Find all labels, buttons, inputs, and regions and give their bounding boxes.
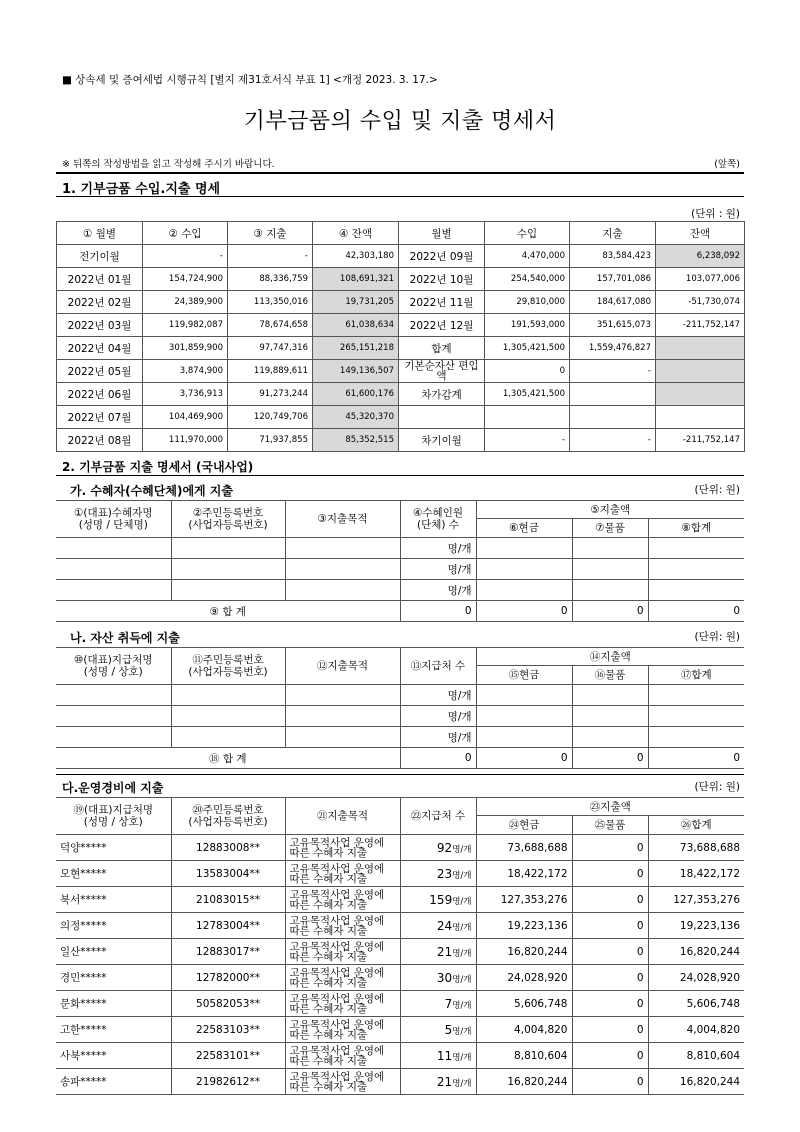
subsection-b-title: 나. 자산 취득에 지출 bbox=[70, 631, 180, 645]
section1-rule bbox=[56, 196, 744, 197]
registration-number: 22583101** bbox=[171, 1043, 285, 1069]
count-unit: 명/개 bbox=[452, 1000, 472, 1011]
expense-purpose: 고유목적사업 운영에 따른 수혜자 지출 bbox=[285, 913, 400, 939]
page-title: 기부금품의 수입 및 지출 명세서 bbox=[243, 109, 557, 134]
subsection-c-title: 다.운영경비에 지출 bbox=[62, 781, 164, 795]
month-cell: 2022년 01월 bbox=[57, 268, 143, 291]
table-cell bbox=[56, 559, 171, 580]
total-amount: 24,028,920 bbox=[648, 965, 744, 991]
table-row bbox=[57, 268, 745, 291]
registration-number: 21083015** bbox=[171, 887, 285, 913]
expense-purpose: 고유목적사업 운영에 따른 수혜자 지출 bbox=[285, 887, 400, 913]
amount-cell: 61,038,634 bbox=[313, 314, 399, 337]
table-cell bbox=[572, 685, 648, 706]
payee-name: 사북***** bbox=[56, 1043, 171, 1069]
table-row bbox=[56, 727, 744, 748]
section2-rule bbox=[56, 475, 744, 476]
payee-name: 고한***** bbox=[56, 1017, 171, 1043]
amount-cell: - bbox=[143, 245, 228, 268]
header-cell: ③지출목적 bbox=[285, 501, 400, 538]
amount-cell: 108,691,321 bbox=[313, 268, 399, 291]
table-cell bbox=[572, 559, 648, 580]
table-row bbox=[56, 887, 744, 913]
instruction-note: ※ 뒤쪽의 작성방법을 읽고 작성해 주시기 바랍니다. bbox=[62, 159, 275, 170]
total-cell: 0 bbox=[572, 748, 648, 769]
count-unit: 명/개 bbox=[452, 948, 472, 959]
table-cell bbox=[56, 727, 171, 748]
amount-cell: 45,320,370 bbox=[313, 406, 399, 429]
amount-cell: 6,238,092 bbox=[656, 245, 745, 268]
amount-cell: 254,540,000 bbox=[485, 268, 570, 291]
table-cell: 명/개 bbox=[400, 538, 476, 559]
amount-cell bbox=[656, 337, 745, 360]
section1-unit: (단위 : 원) bbox=[691, 208, 740, 220]
header-cell: ①(대표)수혜자명 (성명 / 단체명) bbox=[56, 501, 171, 538]
payee-count-value: 159 bbox=[429, 892, 453, 907]
amount-cell: 29,810,000 bbox=[485, 291, 570, 314]
amount-cell bbox=[656, 360, 745, 383]
header-cell: ⑩(대표)지급처명 (성명 / 상호) bbox=[56, 648, 171, 685]
cash-amount: 18,422,172 bbox=[476, 861, 572, 887]
table-row bbox=[56, 685, 744, 706]
amount-cell: 71,937,855 bbox=[228, 429, 313, 452]
total-cell: 0 bbox=[648, 748, 744, 769]
registration-number: 12783004** bbox=[171, 913, 285, 939]
expense-purpose: 고유목적사업 운영에 따른 수혜자 지출 bbox=[285, 1017, 400, 1043]
table-cell bbox=[171, 706, 285, 727]
table-cell: 명/개 bbox=[400, 580, 476, 601]
count-unit: 명/개 bbox=[452, 974, 472, 985]
table-cell: 명/개 bbox=[400, 706, 476, 727]
month-cell: 2022년 05월 bbox=[57, 360, 143, 383]
total-amount: 16,820,244 bbox=[648, 1069, 744, 1095]
table-header-row bbox=[57, 222, 745, 245]
amount-cell: 4,470,000 bbox=[485, 245, 570, 268]
count-unit: 명/개 bbox=[452, 896, 472, 907]
month-cell: 2022년 10월 bbox=[399, 268, 485, 291]
table-row bbox=[56, 965, 744, 991]
month-cell: 2022년 04월 bbox=[57, 337, 143, 360]
section-c-rule bbox=[56, 774, 744, 775]
table-cell bbox=[56, 538, 171, 559]
section1-title: 1. 기부금품 수입.지출 명세 bbox=[62, 182, 221, 197]
header-cell: ③ 지출 bbox=[228, 222, 313, 245]
amount-cell: 91,273,244 bbox=[228, 383, 313, 406]
table-cell bbox=[476, 727, 572, 748]
amount-cell: - bbox=[570, 360, 656, 383]
expense-purpose: 고유목적사업 운영에 따른 수혜자 지출 bbox=[285, 939, 400, 965]
registration-number: 13583004** bbox=[171, 861, 285, 887]
month-cell bbox=[399, 406, 485, 429]
subsection-a-unit: (단위: 원) bbox=[694, 484, 740, 496]
header-cell: ① 월별 bbox=[57, 222, 143, 245]
count-unit: 명/개 bbox=[452, 1052, 472, 1063]
cash-amount: 24,028,920 bbox=[476, 965, 572, 991]
cash-amount: 16,820,244 bbox=[476, 1069, 572, 1095]
table-cell bbox=[285, 538, 400, 559]
goods-amount: 0 bbox=[572, 861, 648, 887]
month-cell: 2022년 06월 bbox=[57, 383, 143, 406]
amount-cell: 3,736,913 bbox=[143, 383, 228, 406]
header-cell: ⑪주민등록번호 (사업자등록번호) bbox=[171, 648, 285, 685]
table-cell bbox=[476, 706, 572, 727]
table-cell bbox=[56, 580, 171, 601]
amount-cell: - bbox=[570, 429, 656, 452]
table-header-row bbox=[56, 501, 744, 519]
table-cell bbox=[56, 706, 171, 727]
amount-cell: 104,469,900 bbox=[143, 406, 228, 429]
amount-cell: 42,303,180 bbox=[313, 245, 399, 268]
amount-cell: 301,859,900 bbox=[143, 337, 228, 360]
table-cell: 명/개 bbox=[400, 559, 476, 580]
total-amount: 73,688,688 bbox=[648, 835, 744, 861]
header-cell: ⑧합계 bbox=[648, 519, 744, 538]
header-cell: ⑤지출액 bbox=[476, 501, 744, 519]
amount-cell: 97,747,316 bbox=[228, 337, 313, 360]
month-cell: 2022년 07월 bbox=[57, 406, 143, 429]
expense-purpose: 고유목적사업 운영에 따른 수혜자 지출 bbox=[285, 991, 400, 1017]
payee-count bbox=[400, 965, 476, 991]
payee-name: 경민***** bbox=[56, 965, 171, 991]
subsection-a-title: 가. 수혜자(수혜단체)에게 지출 bbox=[70, 484, 233, 498]
total-cell: 0 bbox=[572, 601, 648, 622]
amount-cell: 88,336,759 bbox=[228, 268, 313, 291]
amount-cell: -211,752,147 bbox=[656, 314, 745, 337]
payee-count-value: 7 bbox=[444, 996, 453, 1011]
table-cell: 명/개 bbox=[400, 685, 476, 706]
goods-amount: 0 bbox=[572, 1043, 648, 1069]
expense-purpose: 고유목적사업 운영에 따른 수혜자 지출 bbox=[285, 835, 400, 861]
table-row bbox=[57, 406, 745, 429]
cash-amount: 5,606,748 bbox=[476, 991, 572, 1017]
payee-count-value: 21 bbox=[436, 1074, 453, 1089]
subsection-b-unit: (단위: 원) bbox=[694, 631, 740, 643]
expense-purpose: 고유목적사업 운영에 따른 수혜자 지출 bbox=[285, 965, 400, 991]
amount-cell: 1,305,421,500 bbox=[485, 337, 570, 360]
total-row bbox=[56, 748, 744, 769]
month-cell: 2022년 12월 bbox=[399, 314, 485, 337]
header-cell: ⑬지급처 수 bbox=[400, 648, 476, 685]
header-cell: ②주민등록번호 (사업자등록번호) bbox=[171, 501, 285, 538]
amount-cell bbox=[485, 406, 570, 429]
table-cell bbox=[648, 538, 744, 559]
payee-count bbox=[400, 861, 476, 887]
table-row bbox=[56, 835, 744, 861]
amount-cell: 85,352,515 bbox=[313, 429, 399, 452]
payee-name: 덕양***** bbox=[56, 835, 171, 861]
count-unit: 명/개 bbox=[452, 1026, 472, 1037]
month-cell: 2022년 08월 bbox=[57, 429, 143, 452]
amount-cell: 113,350,016 bbox=[228, 291, 313, 314]
month-cell: 2022년 03월 bbox=[57, 314, 143, 337]
amount-cell: 3,874,900 bbox=[143, 360, 228, 383]
payee-count-value: 21 bbox=[436, 944, 453, 959]
amount-cell: 149,136,507 bbox=[313, 360, 399, 383]
registration-number: 50582053** bbox=[171, 991, 285, 1017]
goods-amount: 0 bbox=[572, 991, 648, 1017]
cash-amount: 16,820,244 bbox=[476, 939, 572, 965]
table-cell bbox=[171, 685, 285, 706]
table-row bbox=[57, 337, 745, 360]
table-row bbox=[56, 939, 744, 965]
total-amount: 16,820,244 bbox=[648, 939, 744, 965]
subsection-c-unit: (단위: 원) bbox=[694, 781, 740, 793]
count-unit: 명/개 bbox=[452, 844, 472, 855]
payee-name: 모현***** bbox=[56, 861, 171, 887]
total-amount: 18,422,172 bbox=[648, 861, 744, 887]
registration-number: 12782000** bbox=[171, 965, 285, 991]
amount-cell: -211,752,147 bbox=[656, 429, 745, 452]
payee-count bbox=[400, 1043, 476, 1069]
month-cell: 2022년 09월 bbox=[399, 245, 485, 268]
amount-cell: 265,151,218 bbox=[313, 337, 399, 360]
payee-count bbox=[400, 1069, 476, 1095]
payee-count-value: 11 bbox=[436, 1048, 453, 1063]
table-row bbox=[57, 291, 745, 314]
header-cell: 잔액 bbox=[656, 222, 745, 245]
table-cell bbox=[171, 727, 285, 748]
header-cell: ㉖합계 bbox=[648, 816, 744, 835]
table-row bbox=[56, 706, 744, 727]
header-cell: ② 수입 bbox=[143, 222, 228, 245]
table-cell bbox=[572, 706, 648, 727]
amount-cell: 78,674,658 bbox=[228, 314, 313, 337]
section2-title: 2. 기부금품 지출 명세서 (국내사업) bbox=[62, 460, 254, 474]
table-cell bbox=[476, 559, 572, 580]
count-unit: 명/개 bbox=[452, 922, 472, 933]
total-cell: 0 bbox=[476, 748, 572, 769]
payee-name: 북서***** bbox=[56, 887, 171, 913]
table-cell bbox=[572, 727, 648, 748]
header-cell: 월별 bbox=[399, 222, 485, 245]
payee-name: 의정***** bbox=[56, 913, 171, 939]
goods-amount: 0 bbox=[572, 1069, 648, 1095]
header-cell: ⑰합계 bbox=[648, 666, 744, 685]
top-rule bbox=[56, 172, 744, 174]
table-cell bbox=[648, 685, 744, 706]
table-row bbox=[56, 913, 744, 939]
header-cell: ㉒지급처 수 bbox=[400, 798, 476, 835]
goods-amount: 0 bbox=[572, 835, 648, 861]
total-amount: 127,353,276 bbox=[648, 887, 744, 913]
total-cell: 0 bbox=[476, 601, 572, 622]
table-cell bbox=[171, 580, 285, 601]
goods-amount: 0 bbox=[572, 965, 648, 991]
table-cell bbox=[648, 706, 744, 727]
amount-cell bbox=[570, 383, 656, 406]
header-cell: ④ 잔액 bbox=[313, 222, 399, 245]
month-cell: 합계 bbox=[399, 337, 485, 360]
amount-cell: - bbox=[485, 429, 570, 452]
amount-cell: 1,305,421,500 bbox=[485, 383, 570, 406]
header-cell: 지출 bbox=[570, 222, 656, 245]
total-cell: 0 bbox=[648, 601, 744, 622]
expense-purpose: 고유목적사업 운영에 따른 수혜자 지출 bbox=[285, 1069, 400, 1095]
amount-cell: 0 bbox=[485, 360, 570, 383]
month-cell: 전기이월 bbox=[57, 245, 143, 268]
amount-cell: 119,982,087 bbox=[143, 314, 228, 337]
cash-amount: 73,688,688 bbox=[476, 835, 572, 861]
income-expense-table bbox=[56, 221, 745, 452]
month-cell: 2022년 02월 bbox=[57, 291, 143, 314]
table-cell bbox=[285, 559, 400, 580]
header-cell: 수입 bbox=[485, 222, 570, 245]
table-cell bbox=[572, 580, 648, 601]
beneficiary-expense-table bbox=[56, 500, 744, 622]
table-row bbox=[56, 1069, 744, 1095]
payee-name: 송파***** bbox=[56, 1069, 171, 1095]
front-page-label: (앞쪽) bbox=[714, 159, 740, 170]
registration-number: 21982612** bbox=[171, 1069, 285, 1095]
table-cell bbox=[648, 727, 744, 748]
header-cell: ㉓지출액 bbox=[476, 798, 744, 816]
payee-name: 문화***** bbox=[56, 991, 171, 1017]
asset-expense-table bbox=[56, 647, 744, 769]
total-label: ⑨ 합 계 bbox=[56, 601, 400, 622]
table-cell bbox=[648, 559, 744, 580]
payee-count-value: 30 bbox=[436, 970, 453, 985]
amount-cell: 191,593,000 bbox=[485, 314, 570, 337]
amount-cell: 351,615,073 bbox=[570, 314, 656, 337]
table-row bbox=[56, 538, 744, 559]
amount-cell: 83,584,423 bbox=[570, 245, 656, 268]
registration-number: 12883008** bbox=[171, 835, 285, 861]
table-cell bbox=[648, 580, 744, 601]
month-cell: 차기이월 bbox=[399, 429, 485, 452]
cash-amount: 19,223,136 bbox=[476, 913, 572, 939]
goods-amount: 0 bbox=[572, 887, 648, 913]
total-row bbox=[56, 601, 744, 622]
goods-amount: 0 bbox=[572, 913, 648, 939]
amount-cell bbox=[656, 406, 745, 429]
month-cell: 2022년 11월 bbox=[399, 291, 485, 314]
header-cell: ⑯물품 bbox=[572, 666, 648, 685]
header-cell: ⑳주민등록번호 (사업자등록번호) bbox=[171, 798, 285, 835]
amount-cell: 19,731,205 bbox=[313, 291, 399, 314]
amount-cell: 154,724,900 bbox=[143, 268, 228, 291]
header-cell: ⑭지출액 bbox=[476, 648, 744, 666]
total-amount: 19,223,136 bbox=[648, 913, 744, 939]
table-row bbox=[57, 314, 745, 337]
amount-cell: 119,889,611 bbox=[228, 360, 313, 383]
amount-cell: 157,701,086 bbox=[570, 268, 656, 291]
table-cell bbox=[285, 706, 400, 727]
amount-cell: 103,077,006 bbox=[656, 268, 745, 291]
total-amount: 5,606,748 bbox=[648, 991, 744, 1017]
payee-count-value: 23 bbox=[436, 866, 453, 881]
table-cell: 명/개 bbox=[400, 727, 476, 748]
payee-name: 일산***** bbox=[56, 939, 171, 965]
cash-amount: 4,004,820 bbox=[476, 1017, 572, 1043]
amount-cell: 111,970,000 bbox=[143, 429, 228, 452]
cash-amount: 127,353,276 bbox=[476, 887, 572, 913]
header-cell: ㉔현금 bbox=[476, 816, 572, 835]
header-cell: ⑲(대표)지급처명 (성명 / 상호) bbox=[56, 798, 171, 835]
month-cell: 기본순자산 편입액 bbox=[399, 360, 485, 383]
table-row bbox=[56, 1017, 744, 1043]
total-cell: 0 bbox=[400, 601, 476, 622]
goods-amount: 0 bbox=[572, 1017, 648, 1043]
table-cell bbox=[285, 685, 400, 706]
total-cell: 0 bbox=[400, 748, 476, 769]
table-cell bbox=[171, 538, 285, 559]
payee-count bbox=[400, 991, 476, 1017]
registration-number: 12883017** bbox=[171, 939, 285, 965]
header-cell: ㉕물품 bbox=[572, 816, 648, 835]
header-cell: ⑮현금 bbox=[476, 666, 572, 685]
table-cell bbox=[56, 685, 171, 706]
table-row bbox=[56, 861, 744, 887]
header-cell: ⑥현금 bbox=[476, 519, 572, 538]
header-cell: ⑦물품 bbox=[572, 519, 648, 538]
table-cell bbox=[171, 559, 285, 580]
amount-cell: 120,749,706 bbox=[228, 406, 313, 429]
table-row bbox=[57, 360, 745, 383]
registration-number: 22583103** bbox=[171, 1017, 285, 1043]
payee-count bbox=[400, 887, 476, 913]
expense-purpose: 고유목적사업 운영에 따른 수혜자 지출 bbox=[285, 1043, 400, 1069]
table-row bbox=[56, 991, 744, 1017]
total-amount: 8,810,604 bbox=[648, 1043, 744, 1069]
table-cell bbox=[285, 580, 400, 601]
payee-count-value: 5 bbox=[444, 1022, 453, 1037]
expense-purpose: 고유목적사업 운영에 따른 수혜자 지출 bbox=[285, 861, 400, 887]
total-amount: 4,004,820 bbox=[648, 1017, 744, 1043]
legal-reference: ■ 상속세 및 증여세법 시행규칙 [별지 제31호서식 부표 1] <개정 2023. 3. 17.> bbox=[62, 74, 438, 86]
header-cell: ㉑지출목적 bbox=[285, 798, 400, 835]
amount-cell: 184,617,080 bbox=[570, 291, 656, 314]
cash-amount: 8,810,604 bbox=[476, 1043, 572, 1069]
amount-cell bbox=[656, 383, 745, 406]
payee-count bbox=[400, 835, 476, 861]
table-header-row bbox=[56, 648, 744, 666]
payee-count bbox=[400, 939, 476, 965]
table-cell bbox=[476, 580, 572, 601]
table-cell bbox=[572, 538, 648, 559]
count-unit: 명/개 bbox=[452, 1078, 472, 1089]
header-cell: ⑫지출목적 bbox=[285, 648, 400, 685]
total-label: ⑱ 합 계 bbox=[56, 748, 400, 769]
header-cell: ④수혜인원 (단체) 수 bbox=[400, 501, 476, 538]
goods-amount: 0 bbox=[572, 939, 648, 965]
amount-cell: 24,389,900 bbox=[143, 291, 228, 314]
amount-cell: 1,559,476,827 bbox=[570, 337, 656, 360]
payee-count-value: 92 bbox=[436, 840, 453, 855]
table-header-row bbox=[56, 798, 744, 816]
table-row bbox=[57, 383, 745, 406]
operating-expense-table bbox=[56, 797, 744, 1095]
month-cell: 차가감계 bbox=[399, 383, 485, 406]
table-cell bbox=[476, 538, 572, 559]
table-row bbox=[56, 559, 744, 580]
payee-count bbox=[400, 1017, 476, 1043]
amount-cell: - bbox=[228, 245, 313, 268]
payee-count-value: 24 bbox=[436, 918, 453, 933]
table-row bbox=[56, 580, 744, 601]
table-row bbox=[57, 245, 745, 268]
count-unit: 명/개 bbox=[452, 870, 472, 881]
table-cell bbox=[285, 727, 400, 748]
amount-cell: -51,730,074 bbox=[656, 291, 745, 314]
amount-cell bbox=[570, 406, 656, 429]
table-row bbox=[56, 1043, 744, 1069]
amount-cell: 61,600,176 bbox=[313, 383, 399, 406]
table-row bbox=[57, 429, 745, 452]
payee-count bbox=[400, 913, 476, 939]
table-cell bbox=[476, 685, 572, 706]
